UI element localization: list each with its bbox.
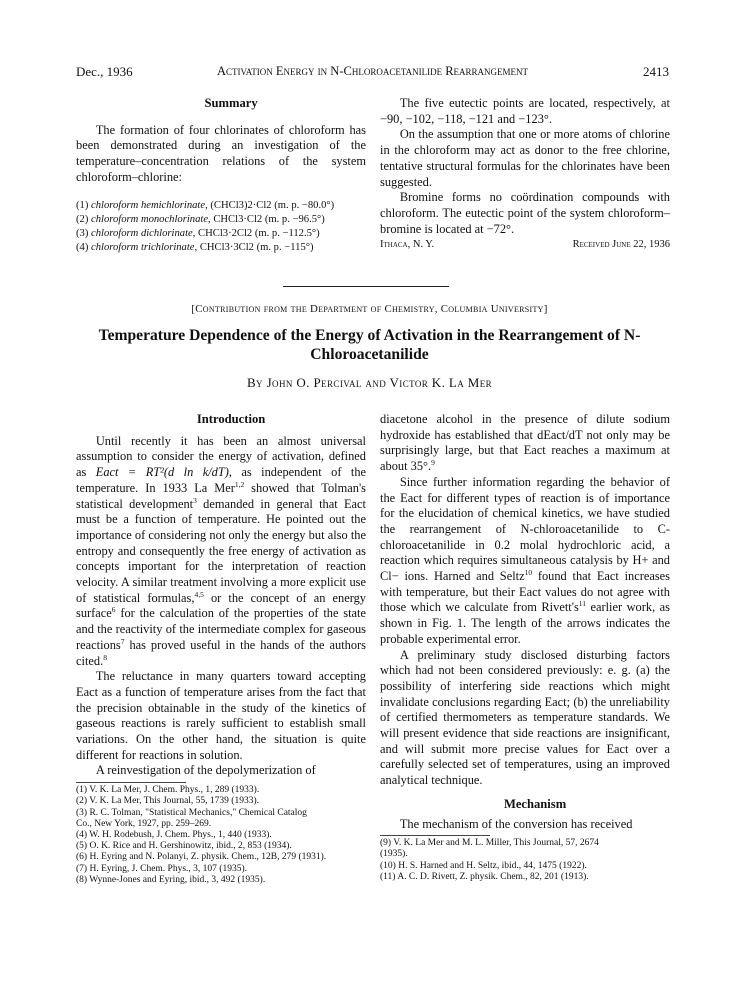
summary-paragraph: The formation of four chlorinates of chloroform has been demonstrated during an investigation of the temperature–concentration relations of the system chloroform–chlorine: [76,122,366,184]
footnote: (1) V. K. La Mer, J. Chem. Phys., 1, 289 (1933). [76,785,260,796]
bromine-paragraph: Bromine forms no coördination compounds with chloroform. The eutectic point of the system chloroform–bromine is located at −72°. [380,190,670,236]
right-paragraph-1: diacetone alcohol in the presence of dilute sodium hydroxide has established that dEact/dT not only may be surprisingly large, but that Eact reaches a maximum at about 35°.$^9$ [380,412,670,474]
contribution-line: [Contribution from the Department of Chemistry, Columbia University] [191,303,548,315]
footnote-rule [380,835,490,836]
footnote: (6) H. Eyring and N. Polanyi, Z. physik. Chem., 12B, 279 (1931). [76,852,327,863]
eutectic-paragraph: The five eutectic points are located, respectively, at −90, −102, −118, −121 and −123°. [380,96,670,126]
introduction-heading: Introduction [196,412,266,426]
footnote-rule [76,782,186,783]
chlorinate-list [76,199,366,255]
header-date: Dec., 1936 [76,64,133,79]
chlorinate-item: (2) chloroform monochlorinate, CHCl3·Cl2 (m. p. −96.5°) [76,213,325,225]
chlorinate-item: (4) chloroform trichlorinate, CHCl3·3Cl2 (m. p. −115°) [76,241,314,253]
byline: By John O. Percival and Victor K. La Mer [246,375,493,390]
footnote: (5) O. K. Rice and H. Gershinowitz, ibid., 2, 853 (1934). [76,841,292,852]
chlorinate-item: (3) chloroform dichlorinate, CHCl3·2Cl2 (m. p. −112.5°) [76,227,320,239]
footnote: (10) H. S. Harned and H. Seltz, ibid., 44, 1475 (1922). [380,860,587,871]
place: Ithaca, N. Y. [380,239,435,251]
summary-left-column [76,96,366,255]
footnotes-left [76,785,366,886]
summary-heading: Summary [204,96,258,110]
intro-paragraph-2: The reluctance in many quarters toward accepting Eact as a function of temperature arises from the fact that the precision obtainable in the study of the kinetics of gaseous reactions is rarely sufficient to establish small variations. On the other hand, the situation is quite different for reactions in solution. [76,669,366,762]
signature-line [380,237,670,253]
article-right-column [380,412,670,883]
intro-paragraph-3: A reinvestigation of the depolymerization of [95,763,316,778]
footnotes-right [380,838,670,883]
footnote: (1935). [380,849,408,860]
header-running-title: Activation Energy in N-Chloroacetanilide Rearrangement [216,64,529,78]
footnote: (3) R. C. Tolman, "Statistical Mechanics," Chemical Catalog [76,807,307,818]
chlorinate-item: (1) chloroform hemichlorinate, (CHCl3)2·Cl2 (m. p. −80.0°) [76,199,335,211]
footnote: (2) V. K. La Mer, This Journal, 55, 1739 (1933). [76,796,260,807]
footnote: (11) A. C. D. Rivett, Z. physik. Chem., 82, 201 (1913). [380,871,589,882]
structural-formula-paragraph: On the assumption that one or more atoms of chlorine in the chloroform may act as donor to the free chlorine, tentative structural formulas for the chlorinates have been suggested. [380,127,670,189]
summary-right-column [380,96,670,253]
footnote: (7) H. Eyring, J. Chem. Phys., 3, 107 (1935). [76,863,247,874]
footnote: (4) W. H. Rodebush, J. Chem. Phys., 1, 440 (1933). [76,829,272,840]
footnote: Co., New York, 1927, pp. 259–269. [76,818,212,829]
section-divider [283,286,449,287]
article-title: Temperature Dependence of the Energy of Activation in the Rearrangement of N-Chloroacetanilide [98,327,641,363]
running-header [76,64,669,82]
footnote: (9) V. K. La Mer and M. L. Miller, This Journal, 57, 2674 [380,838,599,849]
mechanism-paragraph: The mechanism of the conversion has received [399,816,633,831]
right-paragraph-3: A preliminary study disclosed disturbing factors which had not been considered previously: e. g. (a) the possibility of interfering side reactions which might invalidate conclusions regarding Eact; (b) the unreliability of certified thermometers as temperature standards. We will present evidence that side reactions are insignificant, and will submit more precise values for Eact over a carefully selected set of temperatures, using an improved analytical technique. [380,647,670,788]
mechanism-heading: Mechanism [503,796,567,811]
received-date: Received June 22, 1936 [572,239,670,251]
right-paragraph-2: Since further information regarding the behavior of the Eact for different types of reaction is of importance for the elucidation of chemical kinetics, we have studied the rearrangement of N-chloroacetanilide to C-chloroacetanilide in 0.2 molal hydrochloric acid, a reaction which requires simultaneous catalysis by H+ and Cl− ions. Harned and Seltz$^{10}$ found that Eact increases with temperature, but their Eact values do not agree with those which we calculate from $Rivett's^{11}$ earlier work, as shown in Fig. 1. The length of the arrows indicates the probable experimental error. [380,474,671,646]
intro-paragraph-1: Until recently it has been an almost universal assumption to consider the energy of activation, defined as Eact = RT²(d ln k/dT), as independent of the temperature. In 1933 La Mer$^{1,2}$ showed that Tolman's statistical development$^3$ demanded in general that Eact must be a function of temperature. He pointed out the importance of considering not only the energy but also the entropy and consequently the free energy of activation as concepts important for the interpretation of reaction velocity. A similar treatment involving a more explicit use of statistical formulas,$^{4,5}$ or the concept of an energy surface$^6$ for the calculation of the properties of the state and the reactivity of the intermediate complex for gaseous reactions$^7$ has proved useful in the hands of the authors cited.$^8$ [76,433,367,668]
header-page-number: 2413 [643,64,669,79]
footnote: (8) Wynne-Jones and Eyring, ibid., 3, 492 (1935). [76,874,266,885]
article-left-column [76,412,366,886]
